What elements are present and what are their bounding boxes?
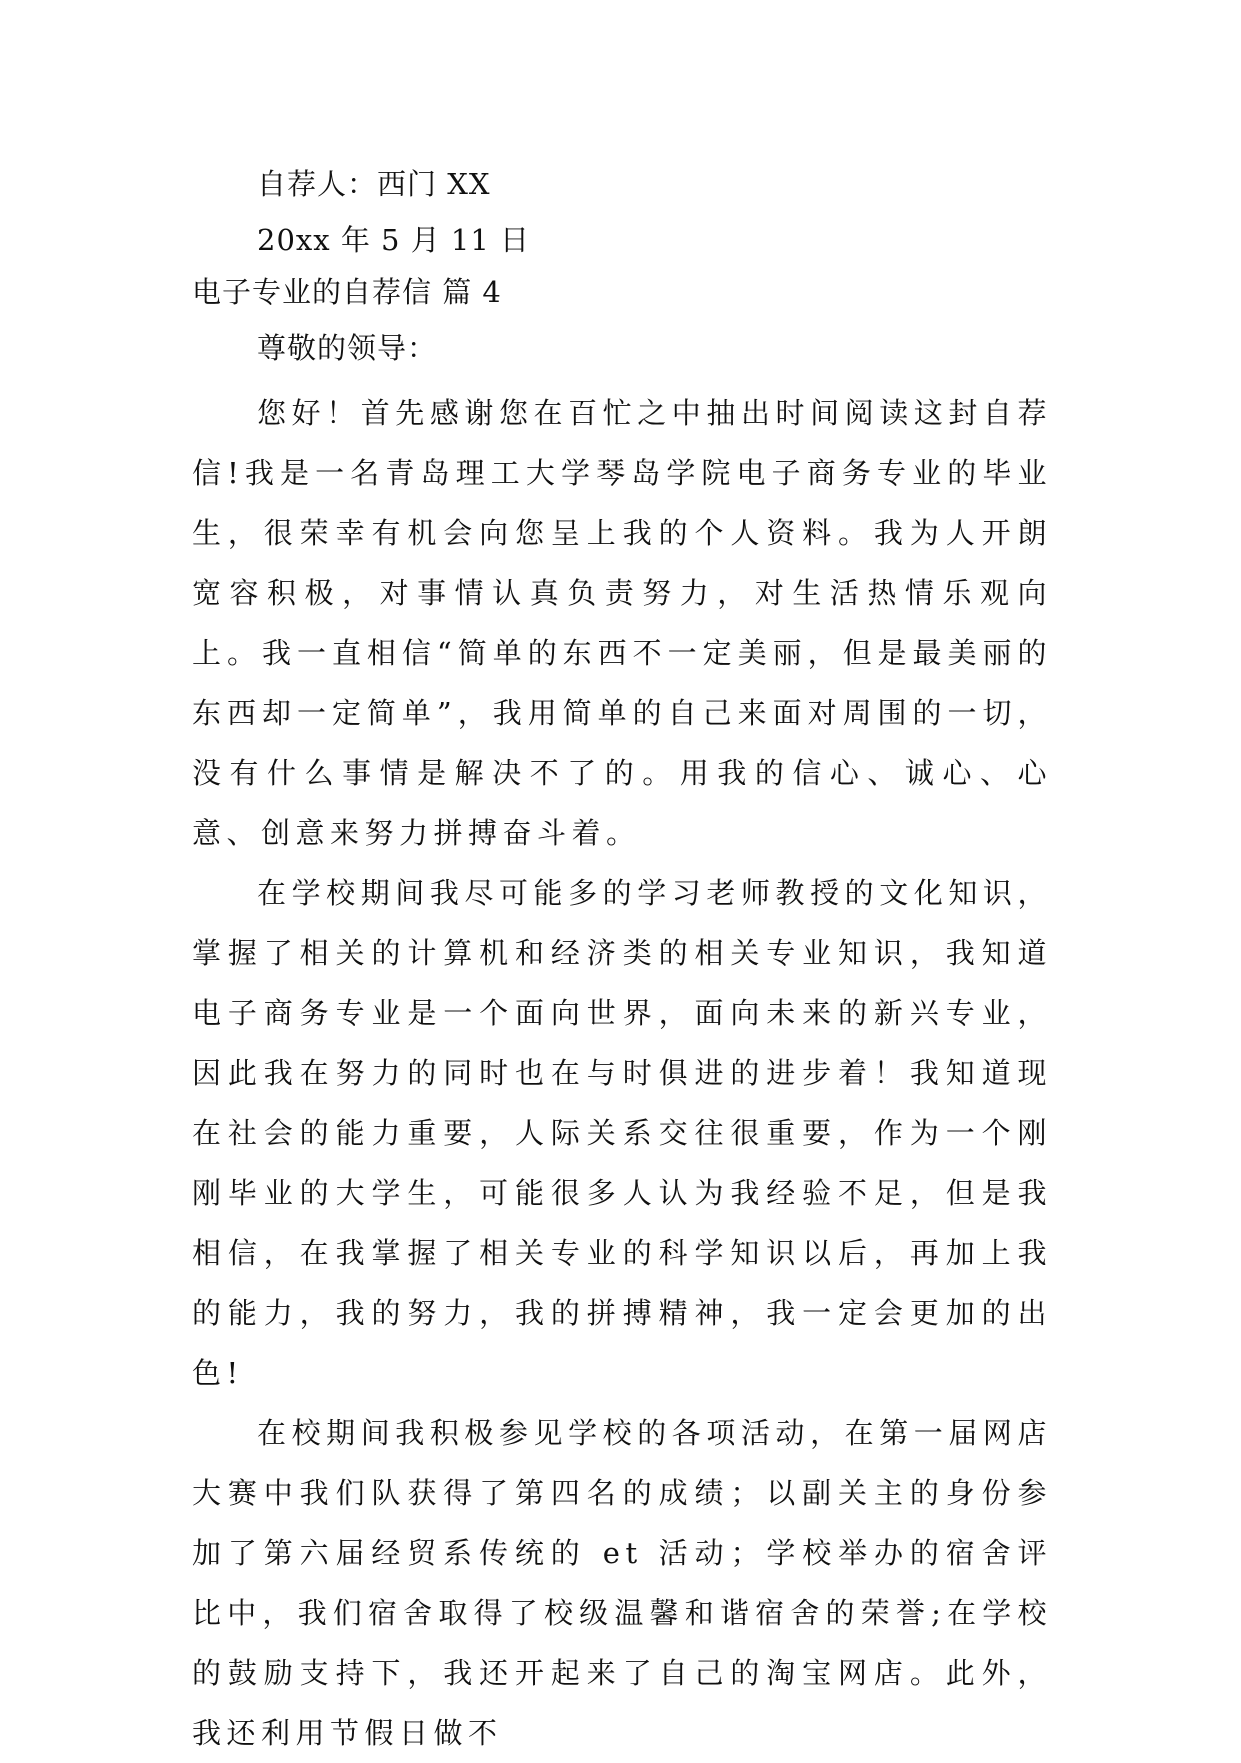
paragraph-3: 在校期间我积极参见学校的各项活动，在第一届网店大赛中我们队获得了第四名的成绩；以副关主的身份参加了第六届经贸系传统的 et 活动；学校举办的宿舍评比中，我们宿舍取得了校级温馨和谐宿舍的荣誉;在学校的鼓励支持下，我还开起来了自己的淘宝网店。此外，我还利用节假日做不 [192,1416,1052,1750]
section-title: 电子专业的自荐信 篇 4 [192,275,502,309]
paragraph-2: 在学校期间我尽可能多的学习老师教授的文化知识，掌握了相关的计算机和经济类的相关专业知识，我知道电子商务专业是一个面向世界，面向未来的新兴专业，因此我在努力的同时也在与时俱进的进步着！我知道现在社会的能力重要，人际关系交往很重要，作为一个刚刚毕业的大学生，可能很多人认为我经验不足，但是我相信，在我掌握了相关专业的科学知识以后，再加上我的能力，我的努力，我的拼搏精神，我一定会更加的出色! [192,876,1052,1390]
salutation: 尊敬的领导： [257,331,438,365]
date-line: 20xx 年 5 月 11 日 [257,223,531,257]
letter-body [192,163,1052,1763]
paragraph-1: 您好！首先感谢您在百忙之中抽出时间阅读这封自荐信!我是一名青岛理工大学琴岛学院电子商务专业的毕业生，很荣幸有机会向您呈上我的个人资料。我为人开朗宽容积极，对事情认真负责努力，对生活热情乐观向上。我一直相信“简单的东西不一定美丽，但是最美丽的东西却一定简单”，我用简单的自己来面对周围的一切，没有什么事情是解决不了的。用我的信心、诚心、心意、创意来努力拼搏奋斗着。 [192,396,1052,850]
signer-line: 自荐人：西门 XX [257,167,491,201]
